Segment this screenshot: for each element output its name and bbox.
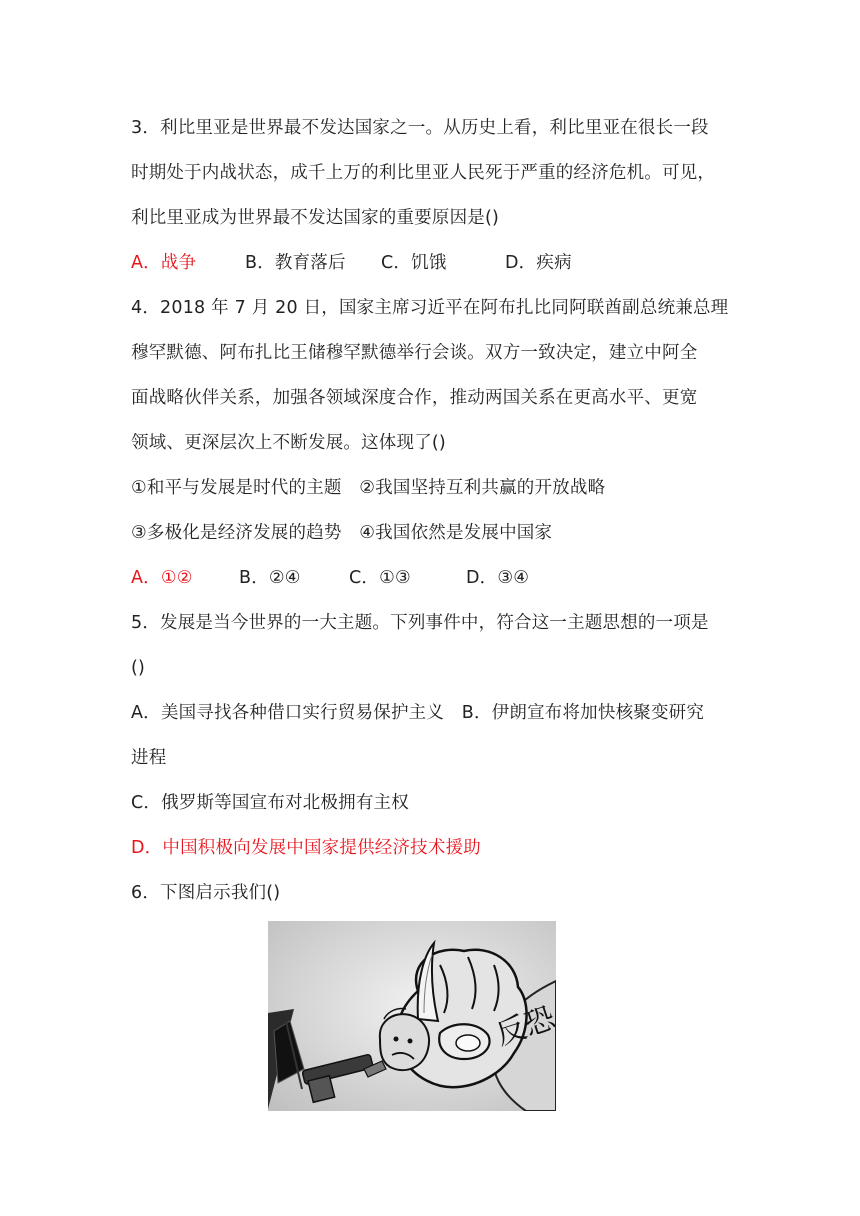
q4-stem-line-4: 领域、更深层次上不断发展。这体现了() <box>131 433 446 453</box>
q5-option-c: C．俄罗斯等国宣布对北极拥有主权 <box>131 793 409 813</box>
q4-option-c: C．①③ <box>349 568 411 588</box>
q3-option-c: C．饥饿 <box>381 253 447 273</box>
q4-option-a-answer: A．①② <box>131 568 193 588</box>
anti-terror-cartoon-image <box>268 921 556 1111</box>
q4-option-d: D．③④ <box>466 568 530 588</box>
q4-statements-line-2: ③多极化是经济发展的趋势 ④我国依然是发展中国家 <box>131 523 553 543</box>
q4-stem-line-1: 4．2018 年 7 月 20 日，国家主席习近平在阿布扎比同阿联酋副总统兼总理 <box>131 298 729 318</box>
q5-options-ab: A．美国寻找各种借口实行贸易保护主义 B．伊朗宣布将加快核聚变研究 <box>131 703 705 723</box>
q3-stem-line-3: 利比里亚成为世界最不发达国家的重要原因是() <box>131 208 500 228</box>
q3-options <box>131 251 572 275</box>
q5-option-d-answer: D．中国积极向发展中国家提供经济技术援助 <box>131 838 481 858</box>
q4-stem-line-3: 面战略伙伴关系，加强各领域深度合作，推动两国关系在更高水平、更宽 <box>131 388 698 408</box>
q4-stem-line-2: 穆罕默德、阿布扎比王储穆罕默德举行会谈。双方一致决定，建立中阿全 <box>131 343 698 363</box>
q6-stem: 6．下图启示我们() <box>131 883 281 903</box>
q4-statements-line-1: ①和平与发展是时代的主题 ②我国坚持互利共赢的开放战略 <box>131 478 606 498</box>
q4-option-b: B．②④ <box>239 568 301 588</box>
q3-option-d: D．疾病 <box>505 253 572 273</box>
q3-option-a-answer: A．战争 <box>131 253 197 273</box>
cartoon-sleeve-text: 反恐 <box>491 1000 556 1053</box>
q3-option-b: B．教育落后 <box>245 253 346 273</box>
q3-stem-line-1: 3．利比里亚是世界最不发达国家之一。从历史上看，利比里亚在很长一段 <box>131 118 709 138</box>
q3-stem-line-2: 时期处于内战状态，成千上万的利比里亚人民死于严重的经济危机。可见， <box>131 163 716 183</box>
q5-stem-line-1: 5．发展是当今世界的一大主题。下列事件中，符合这一主题思想的一项是 <box>131 613 709 633</box>
q5-stem-line-2: () <box>131 658 146 678</box>
q5-options-ab-continued: 进程 <box>131 748 167 768</box>
q4-options <box>131 566 529 590</box>
